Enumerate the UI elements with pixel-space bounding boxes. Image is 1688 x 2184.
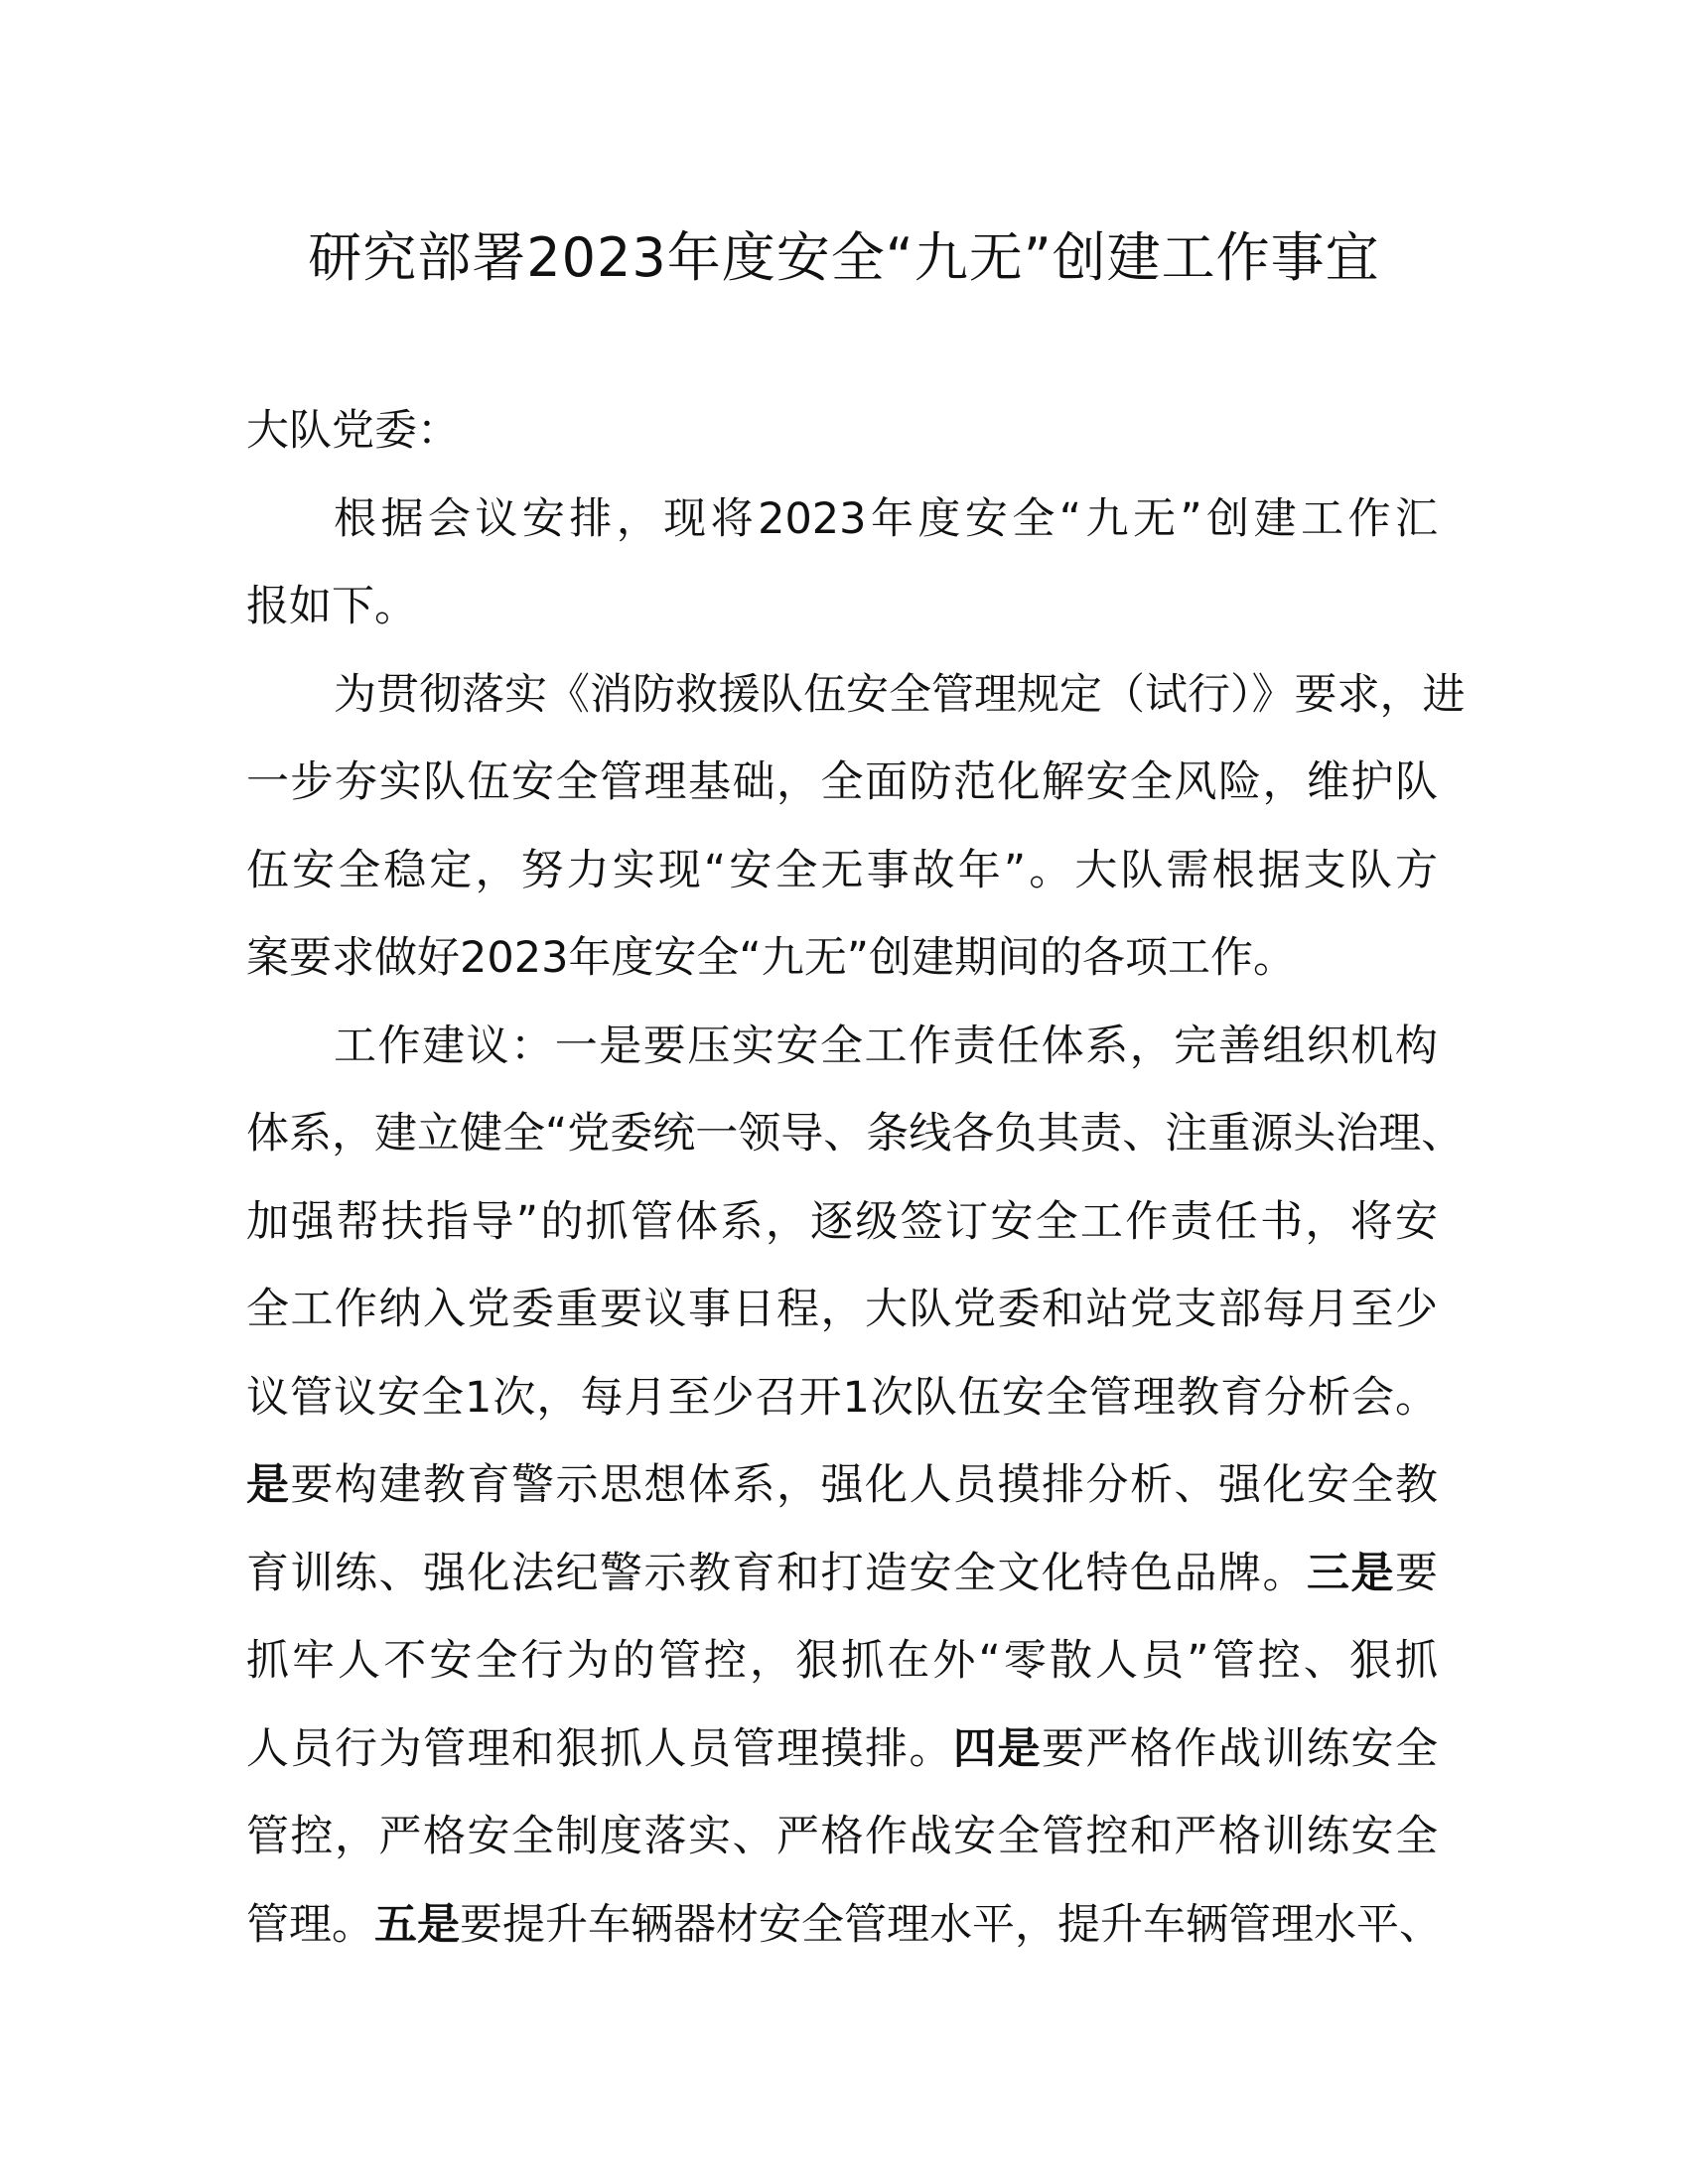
text-run: 要构建教育警示思想体系，强化人员摸排分析、强化安全教 xyxy=(290,1460,1438,1510)
paragraph-3-line-5 xyxy=(246,1354,1438,1442)
text-run: 一步夯实队伍安全管理基础，全面防范化解安全风险，维护队 xyxy=(246,757,1438,807)
text-run: 要严格作战训练安全 xyxy=(1042,1723,1438,1774)
document-body xyxy=(246,387,1466,1969)
text-run: 体系，建立健全“党委统一领导、条线各负其责、注重源头治理、 xyxy=(246,1109,1465,1159)
bold-run: 是 xyxy=(246,1460,291,1510)
salutation: 大队党委： xyxy=(246,406,460,456)
paragraph-2-line-3 xyxy=(246,827,1438,915)
text-run: 议管议安全1次，每月至少召开1次队伍安全管理教育分析会。 xyxy=(246,1372,1438,1423)
text-run: 要提升车辆器材安全管理水平，提升车辆管理水平、 xyxy=(460,1899,1442,1950)
text-run: 抓牢人不安全行为的管控，狠抓在外“零散人员”管控、狠抓 xyxy=(246,1636,1438,1686)
paragraph-3-line-3 xyxy=(246,1178,1438,1267)
paragraph-1-line-1 xyxy=(246,476,1438,564)
text-run: 要 xyxy=(1395,1548,1438,1598)
paragraph-1-line-2 xyxy=(246,563,1438,651)
text-run: 管控，严格安全制度落实、严格作战安全管控和严格训练安全 xyxy=(246,1812,1438,1861)
text-run: 伍安全稳定，努力实现“安全无事故年”。大队需根据支队方 xyxy=(246,845,1438,895)
paragraph-3-line-7 xyxy=(246,1530,1438,1618)
paragraph-2-line-1 xyxy=(246,651,1466,740)
text-run: 为贯彻落实《消防救援队伍安全管理规定（试行）》要求，进 xyxy=(334,669,1466,720)
paragraph-3-line-1 xyxy=(246,1003,1438,1091)
text-run: 根据会议安排，现将2023年度安全“九无”创建工作汇 xyxy=(334,493,1438,544)
text-run: 加强帮扶指导”的抓管体系，逐级签订安全工作责任书，将安 xyxy=(246,1196,1438,1247)
paragraph-3-line-4 xyxy=(246,1266,1438,1354)
bold-run: 三是 xyxy=(1307,1548,1395,1598)
paragraph-3-line-11 xyxy=(246,1881,1442,1970)
text-run: 报如下。 xyxy=(246,582,417,631)
paragraph-3-line-9 xyxy=(246,1706,1438,1794)
text-run: 管理。 xyxy=(246,1899,374,1950)
paragraph-3-line-10 xyxy=(246,1793,1438,1881)
paragraph-3-line-6 xyxy=(246,1441,1438,1530)
document-title: 研究部署2023年度安全“九无”创建工作事宜 xyxy=(308,226,1380,289)
bold-run: 四是 xyxy=(953,1723,1042,1774)
paragraph-3-line-2 xyxy=(246,1090,1465,1178)
paragraph-3-line-8 xyxy=(246,1617,1438,1706)
bold-run: 五是 xyxy=(374,1899,460,1950)
text-run: 案要求做好2023年度安全“九无”创建期间的各项工作。 xyxy=(246,933,1296,983)
text-run: 人员行为管理和狠抓人员管理摸排。 xyxy=(246,1723,953,1774)
text-run: 全工作纳入党委重要议事日程，大队党委和站党支部每月至少 xyxy=(246,1285,1438,1334)
text-run: 工作建议：一是要压实安全工作责任体系，完善组织机构 xyxy=(334,1021,1438,1071)
paragraph-2-line-2 xyxy=(246,739,1438,827)
text-run: 育训练、强化法纪警示教育和打造安全文化特色品牌。 xyxy=(246,1548,1307,1598)
paragraph-2-line-4 xyxy=(246,914,1438,1003)
